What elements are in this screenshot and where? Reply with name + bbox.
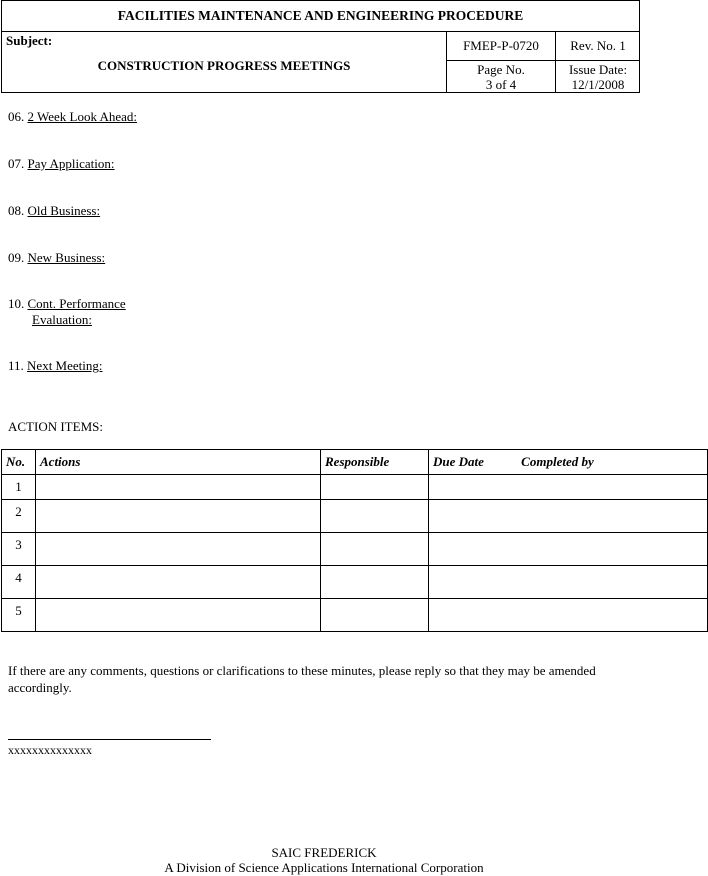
footer-division: A Division of Science Applications International Corporation: [164, 860, 484, 875]
subject-label: Subject:: [6, 33, 53, 48]
row-due-date-cell[interactable]: [429, 533, 708, 566]
column-header-responsible: Responsible: [321, 450, 429, 475]
row-action-cell[interactable]: [36, 566, 321, 599]
row-number: 3: [2, 533, 36, 566]
table-row: [2, 475, 708, 500]
issue-date-block: [556, 62, 640, 92]
section-label: Cont. Performance: [27, 296, 126, 311]
row-responsible-cell[interactable]: [321, 475, 429, 500]
section-item: [8, 109, 137, 125]
row-responsible-cell[interactable]: [321, 566, 429, 599]
section-label: Next Meeting:: [27, 358, 103, 373]
closing-paragraph: If there are any comments, questions or clarifications to these minutes, please reply so that they may be amended accordingly.: [8, 663, 596, 695]
row-number: 4: [2, 566, 36, 599]
subject-value: CONSTRUCTION PROGRESS MEETINGS: [97, 58, 351, 73]
section-number: 09.: [8, 250, 25, 265]
row-due-date-cell[interactable]: [429, 566, 708, 599]
section-item: [8, 358, 103, 374]
row-responsible-cell[interactable]: [321, 500, 429, 533]
footer-company: SAIC FREDERICK: [271, 845, 377, 860]
header-divider: [446, 60, 640, 61]
table-row: [2, 500, 708, 533]
signature-name: xxxxxxxxxxxxxx: [8, 743, 92, 757]
issue-date-value: 12/1/2008: [571, 77, 625, 92]
section-label: Old Business:: [27, 203, 101, 218]
section-item: [8, 203, 100, 219]
table-header-row: [2, 450, 708, 475]
row-number: 5: [2, 599, 36, 632]
section-label: New Business:: [27, 250, 106, 265]
section-number: 06.: [8, 109, 25, 124]
procedure-title: FACILITIES MAINTENANCE AND ENGINEERING PROCEDURE: [117, 8, 524, 23]
section-item: [8, 250, 105, 266]
column-header-completed-by: Completed by: [521, 454, 594, 469]
section-number: 10.: [8, 296, 25, 311]
page-number-block: [447, 62, 555, 92]
column-header-actions: Actions: [36, 450, 321, 475]
section-number: 08.: [8, 203, 25, 218]
row-due-date-cell[interactable]: [429, 599, 708, 632]
page-label: Page No.: [477, 62, 525, 77]
table-row: [2, 599, 708, 632]
row-action-cell[interactable]: [36, 599, 321, 632]
section-label: Pay Application:: [27, 156, 115, 171]
row-due-date-cell[interactable]: [429, 475, 708, 500]
section-number: 11.: [8, 358, 24, 373]
section-number: 07.: [8, 156, 25, 171]
row-action-cell[interactable]: [36, 475, 321, 500]
section-label: 2 Week Look Ahead:: [27, 109, 138, 124]
column-header-due-completed: [429, 450, 708, 475]
issue-date-label: Issue Date:: [568, 62, 628, 77]
row-number: 1: [2, 475, 36, 500]
doc-number: FMEP-P-0720: [463, 38, 539, 53]
action-items-heading: ACTION ITEMS:: [8, 419, 103, 434]
page-value: 3 of 4: [485, 77, 517, 92]
header-divider: [1, 31, 640, 32]
table-row: [2, 533, 708, 566]
row-due-date-cell[interactable]: [429, 500, 708, 533]
section-label-continued: Evaluation:: [32, 312, 92, 327]
action-items-table: [1, 449, 708, 632]
section-item: [8, 156, 115, 172]
signature-line: [8, 739, 211, 740]
row-action-cell[interactable]: [36, 533, 321, 566]
column-header-due-date: Due Date: [433, 454, 484, 469]
row-responsible-cell[interactable]: [321, 599, 429, 632]
table-row: [2, 566, 708, 599]
revision-number: Rev. No. 1: [570, 38, 626, 53]
section-item: [8, 296, 126, 312]
row-number: 2: [2, 500, 36, 533]
column-header-no: No.: [2, 450, 36, 475]
row-action-cell[interactable]: [36, 500, 321, 533]
row-responsible-cell[interactable]: [321, 533, 429, 566]
